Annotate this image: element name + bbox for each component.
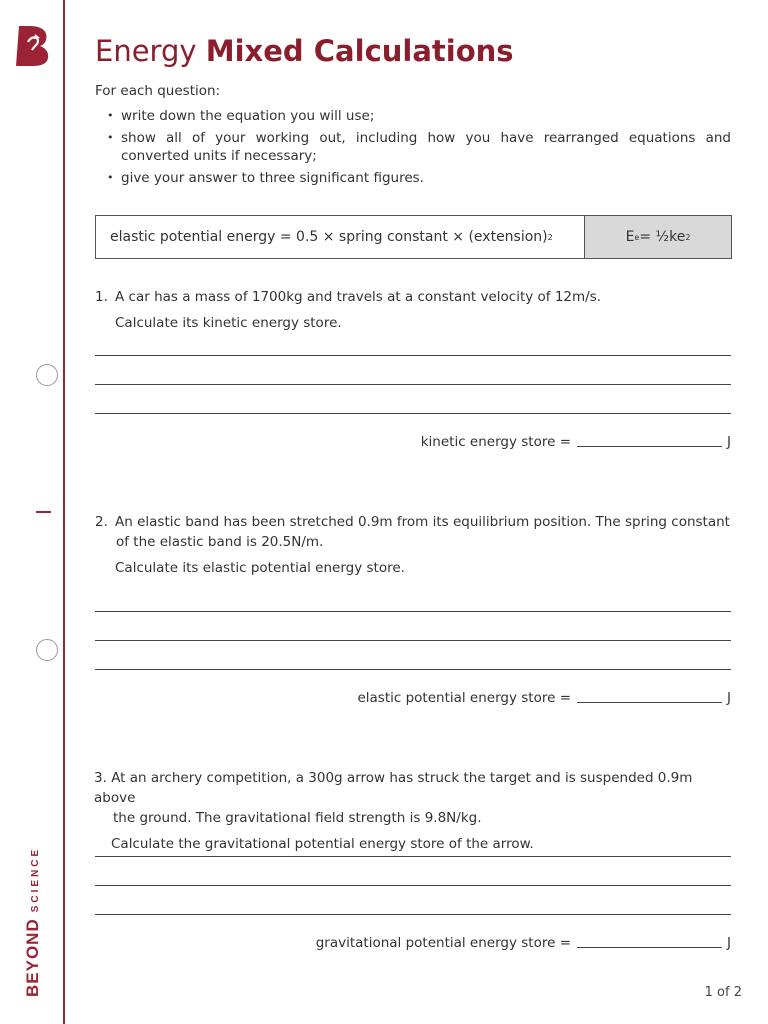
- answer-label: kinetic energy store =: [420, 434, 572, 450]
- answer-working-line[interactable]: [95, 611, 731, 612]
- page-number: 1 of 2: [704, 985, 742, 1000]
- answer-working-line[interactable]: [95, 914, 731, 915]
- answer-working-line[interactable]: [95, 384, 731, 385]
- answer-working-line[interactable]: [95, 640, 731, 641]
- symbol-equation: [585, 216, 731, 258]
- equation-box: [95, 215, 732, 259]
- fold-mark: [36, 511, 51, 513]
- bullet-icon: •: [107, 171, 114, 184]
- brand-word-science: SCIENCE: [30, 846, 41, 913]
- question-3: [94, 768, 734, 854]
- question-instruction: Calculate the gravitational potential energy store of the arrow.: [111, 836, 534, 852]
- question-text: An elastic band has been stretched 0.9m from its equilibrium position. The spring constant: [115, 514, 730, 530]
- answer-working-line[interactable]: [95, 856, 731, 857]
- beyond-logo-icon: [14, 24, 50, 66]
- symbol-rhs: = ½ke: [639, 229, 686, 245]
- intro-text: For each question:: [95, 83, 221, 99]
- instruction-item: [107, 107, 731, 125]
- question-text-continued: of the elastic band is 20.5N/m.: [116, 534, 324, 550]
- question-number: 3.: [94, 770, 107, 786]
- instruction-text: give your answer to three significant figures.: [121, 170, 424, 186]
- word-equation-power: 2: [547, 232, 553, 242]
- question-number: 2.: [95, 514, 108, 530]
- answer-working-line[interactable]: [95, 413, 731, 414]
- question-text-continued: the ground. The gravitational field strength is 9.8N/kg.: [113, 810, 482, 826]
- instruction-text: show all of your working out, including how you have rearranged equations and converted units if necessary;: [121, 130, 731, 164]
- instruction-list: [107, 107, 731, 191]
- answer-working-line[interactable]: [95, 669, 731, 670]
- word-equation-text: elastic potential energy = 0.5 × spring constant × (extension): [110, 229, 548, 245]
- brand-word-beyond: BEYOND: [23, 918, 42, 997]
- question-number: 1.: [95, 289, 108, 305]
- answer-row: [357, 690, 731, 706]
- answer-label: gravitational potential energy store =: [315, 935, 572, 951]
- punch-hole-icon: [36, 364, 58, 386]
- word-equation: [96, 216, 585, 258]
- answer-label: elastic potential energy store =: [357, 690, 572, 706]
- answer-unit: J: [727, 690, 731, 706]
- question-text: A car has a mass of 1700kg and travels at a constant velocity of 12m/s.: [115, 289, 602, 305]
- brand-wordmark: [23, 847, 43, 997]
- answer-unit: J: [727, 434, 731, 450]
- question-instruction: Calculate its elastic potential energy store.: [115, 560, 405, 576]
- punch-hole-icon: [36, 639, 58, 661]
- answer-row: [316, 935, 731, 951]
- question-instruction: Calculate its kinetic energy store.: [115, 315, 342, 331]
- symbol-power: 2: [685, 232, 691, 242]
- title-light: Energy: [95, 34, 197, 68]
- symbol-subscript: e: [634, 232, 640, 242]
- answer-working-line[interactable]: [95, 885, 731, 886]
- margin-rule: [63, 0, 65, 1024]
- answer-blank[interactable]: [577, 702, 722, 703]
- bullet-icon: •: [107, 109, 114, 122]
- instruction-item: [107, 129, 731, 165]
- answer-working-line[interactable]: [95, 355, 731, 356]
- answer-row: [421, 434, 731, 450]
- answer-blank[interactable]: [577, 947, 722, 948]
- title-bold: Mixed Calculations: [205, 34, 514, 68]
- answer-unit: J: [727, 935, 731, 951]
- question-2: [95, 512, 735, 578]
- page-title: [95, 34, 514, 68]
- symbol-lhs: E: [625, 229, 635, 245]
- bullet-icon: •: [107, 131, 114, 144]
- answer-blank[interactable]: [577, 446, 722, 447]
- question-1: [95, 287, 735, 333]
- question-text: At an archery competition, a 300g arrow has struck the target and is suspended 0.9m above: [94, 770, 693, 806]
- instruction-text: write down the equation you will use;: [121, 108, 375, 124]
- instruction-item: [107, 169, 731, 187]
